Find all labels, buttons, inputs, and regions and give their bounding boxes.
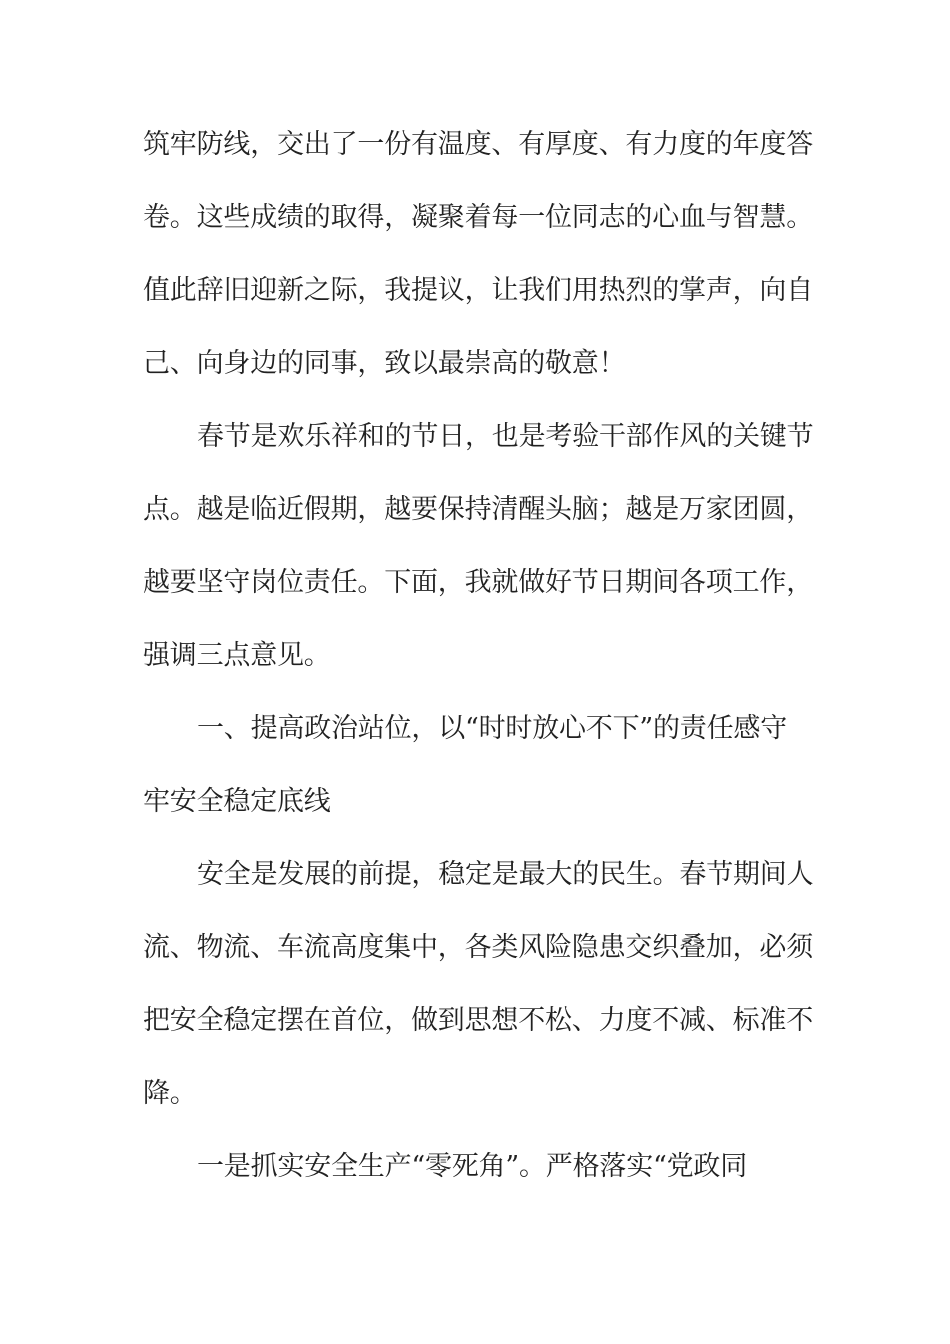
text-line: 己、向身边的同事，致以最崇高的敬意！	[143, 348, 626, 379]
paragraph-heading	[143, 692, 815, 838]
text-line: 一、提高政治站位，以“时时放心不下”的责任感守	[197, 713, 788, 744]
text-line: 强调三点意见。	[143, 640, 331, 671]
paragraph	[143, 400, 815, 692]
text-line: 牢安全稳定底线	[143, 786, 331, 817]
text-line: 点。越是临近假期，越要保持清醒头脑；越是万家团圆，	[143, 494, 813, 525]
document-text	[143, 108, 815, 1203]
text-line: 流、物流、车流高度集中，各类风险隐患交织叠加，必须	[143, 932, 813, 963]
text-line: 筑牢防线，交出了一份有温度、有厚度、有力度的年度答	[143, 129, 813, 160]
paragraph	[143, 838, 815, 1130]
text-line: 春节是欢乐祥和的节日，也是考验干部作风的关键节	[197, 421, 814, 452]
text-line: 卷。这些成绩的取得，凝聚着每一位同志的心血与智慧。	[143, 202, 813, 233]
text-line: 安全是发展的前提，稳定是最大的民生。春节期间人	[197, 859, 814, 890]
text-line: 降。	[143, 1078, 197, 1109]
text-line: 把安全稳定摆在首位，做到思想不松、力度不减、标准不	[143, 1005, 813, 1036]
text-line: 越要坚守岗位责任。下面，我就做好节日期间各项工作，	[143, 567, 813, 598]
text-line: 值此辞旧迎新之际，我提议，让我们用热烈的掌声，向自	[143, 275, 813, 306]
paragraph	[143, 1130, 815, 1203]
paragraph	[143, 108, 815, 400]
text-line: 一是抓实安全生产“零死角”。严格落实“党政同	[197, 1151, 748, 1182]
